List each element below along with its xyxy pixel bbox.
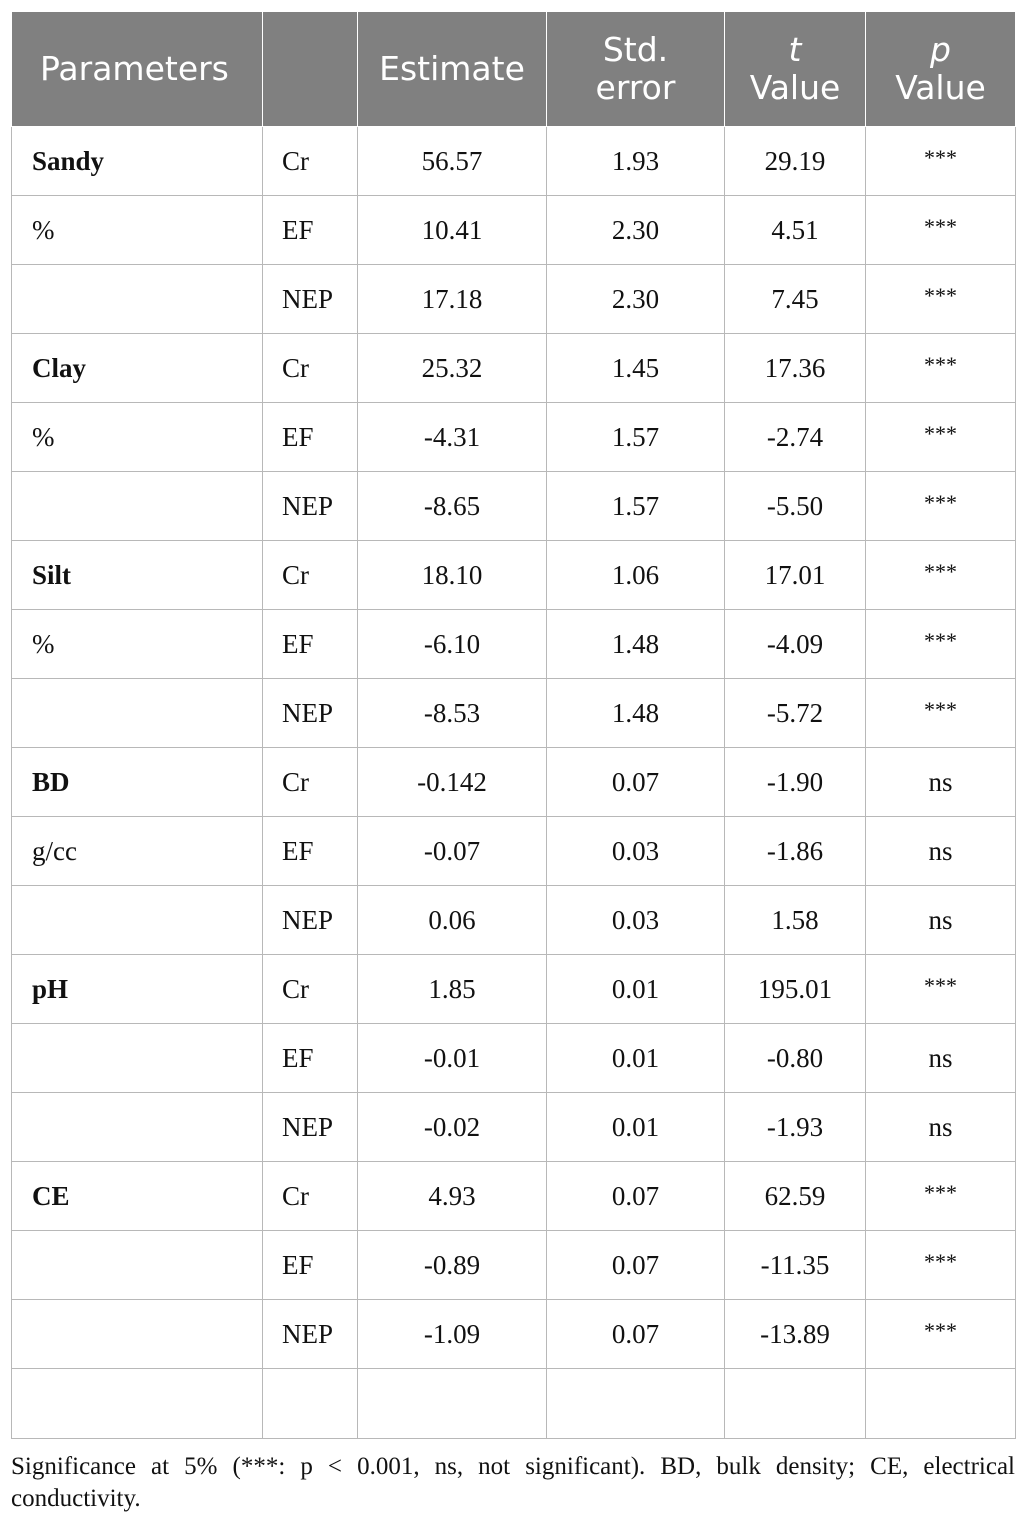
p-value-cell: ns — [866, 1093, 1016, 1162]
param-cell: g/cc — [12, 817, 263, 886]
estimate-cell: -0.01 — [358, 1024, 547, 1093]
level-cell: Cr — [263, 748, 358, 817]
table-row — [12, 610, 1016, 679]
level-cell: EF — [263, 1231, 358, 1300]
level-cell: NEP — [263, 265, 358, 334]
t-value-cell: 4.51 — [725, 196, 866, 265]
table-row — [12, 265, 1016, 334]
param-cell: BD — [12, 748, 263, 817]
table-row — [12, 127, 1016, 196]
t-value-cell: -5.72 — [725, 679, 866, 748]
std-error-cell: 1.93 — [547, 127, 725, 196]
p-value-cell: *** — [866, 610, 1016, 679]
t-value-cell: -0.80 — [725, 1024, 866, 1093]
param-cell: % — [12, 610, 263, 679]
p-value-cell: *** — [866, 955, 1016, 1024]
param-cell — [12, 265, 263, 334]
empty-cell — [547, 1369, 725, 1439]
std-error-cell: 1.48 — [547, 610, 725, 679]
p-value-cell: ns — [866, 1024, 1016, 1093]
table-row — [12, 1300, 1016, 1369]
table-header — [12, 12, 1016, 127]
estimate-cell: -0.07 — [358, 817, 547, 886]
t-value-cell: 1.58 — [725, 886, 866, 955]
header-t-line2: Value — [749, 68, 841, 107]
std-error-cell: 0.03 — [547, 817, 725, 886]
estimate-cell: -6.10 — [358, 610, 547, 679]
table-footnote: Significance at 5% (***: p < 0.001, ns, not significant). BD, bulk density; CE, electrical conductivity. — [11, 1453, 1015, 1512]
std-error-cell: 1.45 — [547, 334, 725, 403]
t-value-cell: 17.36 — [725, 334, 866, 403]
table-row — [12, 817, 1016, 886]
estimate-cell: -0.89 — [358, 1231, 547, 1300]
param-cell: Silt — [12, 541, 263, 610]
header-p-line2: Value — [895, 68, 986, 107]
param-cell — [12, 679, 263, 748]
table-body — [12, 127, 1016, 1439]
table-row — [12, 955, 1016, 1024]
empty-cell — [263, 1369, 358, 1439]
std-error-cell: 0.07 — [547, 1231, 725, 1300]
header-std-line1: Std. — [602, 30, 669, 69]
p-value-cell: *** — [866, 679, 1016, 748]
p-value-cell: *** — [866, 1231, 1016, 1300]
estimate-cell: 1.85 — [358, 955, 547, 1024]
header-level — [263, 12, 358, 127]
t-value-cell: -4.09 — [725, 610, 866, 679]
table-row — [12, 748, 1016, 817]
p-value-cell: *** — [866, 265, 1016, 334]
header-std-line2: error — [595, 68, 676, 107]
t-value-cell: 17.01 — [725, 541, 866, 610]
std-error-cell: 2.30 — [547, 265, 725, 334]
header-estimate: Estimate — [358, 12, 547, 127]
empty-cell — [725, 1369, 866, 1439]
table-row — [12, 541, 1016, 610]
t-value-cell: -1.86 — [725, 817, 866, 886]
p-value-cell: *** — [866, 1162, 1016, 1231]
t-value-cell: -13.89 — [725, 1300, 866, 1369]
std-error-cell: 0.07 — [547, 1162, 725, 1231]
header-std-error — [547, 12, 725, 127]
header-t-line1: t — [788, 30, 802, 69]
header-parameters: Parameters — [12, 12, 263, 127]
level-cell: NEP — [263, 1300, 358, 1369]
level-cell: Cr — [263, 955, 358, 1024]
table-row — [12, 1162, 1016, 1231]
param-cell: % — [12, 196, 263, 265]
param-cell — [12, 1231, 263, 1300]
header-row — [12, 12, 1016, 127]
t-value-cell: 7.45 — [725, 265, 866, 334]
estimate-cell: 25.32 — [358, 334, 547, 403]
t-value-cell: 29.19 — [725, 127, 866, 196]
p-value-cell: ns — [866, 886, 1016, 955]
level-cell: EF — [263, 817, 358, 886]
estimate-cell: -1.09 — [358, 1300, 547, 1369]
level-cell: EF — [263, 1024, 358, 1093]
t-value-cell: 62.59 — [725, 1162, 866, 1231]
empty-cell — [12, 1369, 263, 1439]
table-row — [12, 1231, 1016, 1300]
table-row — [12, 1024, 1016, 1093]
level-cell: NEP — [263, 472, 358, 541]
param-cell: Sandy — [12, 127, 263, 196]
p-value-cell: *** — [866, 1300, 1016, 1369]
table-row — [12, 196, 1016, 265]
empty-cell — [358, 1369, 547, 1439]
t-value-cell: -5.50 — [725, 472, 866, 541]
p-value-cell: *** — [866, 403, 1016, 472]
p-value-cell: ns — [866, 748, 1016, 817]
estimate-cell: -4.31 — [358, 403, 547, 472]
std-error-cell: 1.57 — [547, 472, 725, 541]
param-cell — [12, 1093, 263, 1162]
table-row — [12, 403, 1016, 472]
level-cell: EF — [263, 196, 358, 265]
table-row — [12, 334, 1016, 403]
std-error-cell: 0.07 — [547, 748, 725, 817]
p-value-cell: *** — [866, 472, 1016, 541]
table-row — [12, 472, 1016, 541]
level-cell: Cr — [263, 541, 358, 610]
estimates-table — [11, 11, 1016, 1439]
level-cell: NEP — [263, 1093, 358, 1162]
estimate-cell: 10.41 — [358, 196, 547, 265]
p-value-cell: *** — [866, 334, 1016, 403]
std-error-cell: 0.07 — [547, 1300, 725, 1369]
level-cell: NEP — [263, 679, 358, 748]
header-p-line1: p — [930, 30, 951, 69]
p-value-cell: *** — [866, 541, 1016, 610]
estimate-cell: -8.65 — [358, 472, 547, 541]
table-row — [12, 1093, 1016, 1162]
estimate-cell: 18.10 — [358, 541, 547, 610]
results-table-container — [11, 11, 1015, 1439]
std-error-cell: 1.48 — [547, 679, 725, 748]
t-value-cell: -1.90 — [725, 748, 866, 817]
level-cell: Cr — [263, 1162, 358, 1231]
level-cell: Cr — [263, 127, 358, 196]
estimate-cell: -8.53 — [358, 679, 547, 748]
level-cell: Cr — [263, 334, 358, 403]
std-error-cell: 2.30 — [547, 196, 725, 265]
t-value-cell: -2.74 — [725, 403, 866, 472]
param-cell — [12, 1024, 263, 1093]
estimate-cell: 17.18 — [358, 265, 547, 334]
estimate-cell: -0.02 — [358, 1093, 547, 1162]
std-error-cell: 1.06 — [547, 541, 725, 610]
estimate-cell: 56.57 — [358, 127, 547, 196]
header-t-value — [725, 12, 866, 127]
p-value-cell: *** — [866, 196, 1016, 265]
table-row — [12, 679, 1016, 748]
param-cell: Clay — [12, 334, 263, 403]
p-value-cell: *** — [866, 127, 1016, 196]
param-cell — [12, 472, 263, 541]
table-row — [12, 886, 1016, 955]
std-error-cell: 1.57 — [547, 403, 725, 472]
empty-cell — [866, 1369, 1016, 1439]
estimate-cell: 4.93 — [358, 1162, 547, 1231]
header-p-value — [866, 12, 1016, 127]
std-error-cell: 0.01 — [547, 955, 725, 1024]
std-error-cell: 0.01 — [547, 1024, 725, 1093]
estimate-cell: 0.06 — [358, 886, 547, 955]
t-value-cell: -11.35 — [725, 1231, 866, 1300]
t-value-cell: 195.01 — [725, 955, 866, 1024]
param-cell: CE — [12, 1162, 263, 1231]
t-value-cell: -1.93 — [725, 1093, 866, 1162]
estimate-cell: -0.142 — [358, 748, 547, 817]
param-cell — [12, 1300, 263, 1369]
level-cell: EF — [263, 610, 358, 679]
param-cell: % — [12, 403, 263, 472]
p-value-cell: ns — [866, 817, 1016, 886]
level-cell: EF — [263, 403, 358, 472]
std-error-cell: 0.03 — [547, 886, 725, 955]
param-cell: pH — [12, 955, 263, 1024]
std-error-cell: 0.01 — [547, 1093, 725, 1162]
param-cell — [12, 886, 263, 955]
empty-row — [12, 1369, 1016, 1439]
level-cell: NEP — [263, 886, 358, 955]
